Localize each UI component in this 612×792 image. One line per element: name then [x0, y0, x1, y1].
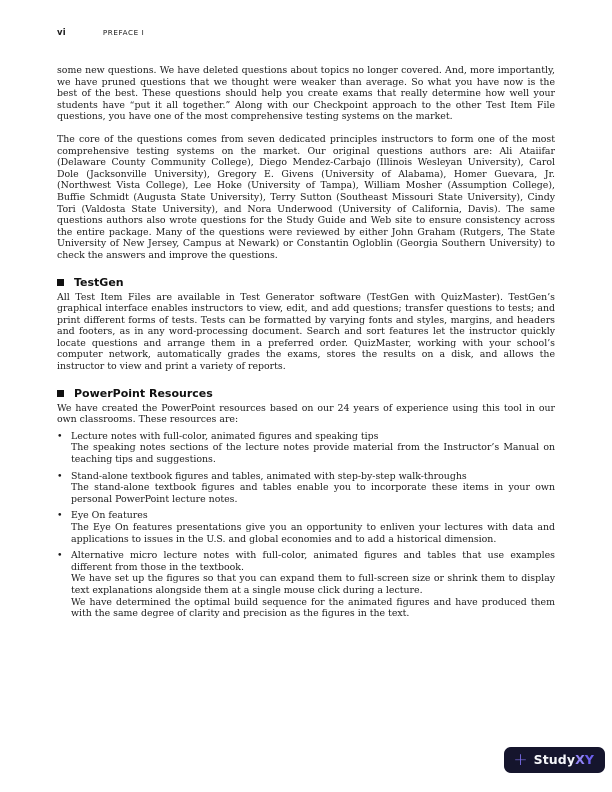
list-item-detail: The speaking notes sections of the lecture notes provide material from the Instructor’s Manual on teaching tips and suggestions. — [71, 442, 555, 466]
powerpoint-intro-paragraph: We have created the PowerPoint resources based on our 24 years of experience using this tool in our own classrooms. These resources are: — [57, 402, 555, 426]
square-bullet-icon — [57, 390, 64, 397]
bullet-icon — [57, 431, 71, 466]
section-heading-powerpoint — [57, 387, 555, 400]
square-bullet-icon — [57, 279, 64, 286]
list-item-detail: The Eye On features presentations give you an opportunity to enliven your lectures with data and applications to issues in the U.S. and global economies and to add a historical dimension. — [71, 522, 555, 545]
brand-y-text: Y — [584, 752, 594, 767]
list-item — [57, 471, 555, 506]
bullet-icon — [57, 550, 71, 620]
brand-study-text: Study — [533, 752, 576, 767]
list-item — [57, 431, 555, 466]
page-number: vi — [57, 28, 66, 38]
list-item-detail: We have set up the figures so that you can expand them to full-screen size or shrink them to display text explanations alongside them at a single mouse click during a lecture. — [71, 573, 555, 596]
list-item-detail: We have determined the optimal build sequence for the animated figures and have produced them with the same degree of clarity and precision as the figures in the text. — [71, 596, 555, 620]
studyxy-logo-badge — [504, 747, 605, 773]
paragraph-questions-continuation: some new questions. We have deleted questions about topics no longer covered. And, more importantly, we have pruned questions that we thought were weaker than average. So what you have now is the best of the best. These questions should help you create exams that really determine how well your students have “put it all together.” Along with our Checkpoint approach to the other Test Item File questions, you have one of the most comprehensive testing systems on the market. — [57, 65, 555, 123]
testgen-paragraph: All Test Item Files are available in Test Generator software (TestGen with QuizMaster). TestGen’s graphical interface enables instructors to view, edit, and add questions; transfer questions to tests; and print different forms of tests. Tests can be formatted by varying fonts and styles, margins, and headers and footers, as in any word-processing document. Search and sort features let the instructor quickly locate questions and arrange them in a preferred order. QuizMaster, working with your school’s computer network, automatically grades the exams, stores the results on a disk, and allows the instructor to view and print a variety of reports. — [57, 291, 555, 373]
bullet-icon — [57, 471, 71, 506]
plus-icon: + — [513, 749, 528, 770]
list-item-lead: Stand-alone textbook figures and tables, animated with step-by-step walk-throughs — [71, 470, 467, 482]
section-heading-testgen — [57, 276, 555, 289]
list-item — [57, 510, 555, 545]
paragraph-question-authors: The core of the questions comes from seven dedicated principles instructors to form one of the most comprehensive testing systems on the market. Our original questions authors are: Ali Ataiifar (Delaware County Community College), Diego Mendez-Carbajo (Illinois Wesleyan University), Carol Dole (Jacksonville University), Gregory E. Givens (University of Alabama), Homer Guevara, Jr. (Northwest Vista College), Lee Hoke (University of Tampa), William Mosher (Assumption College), Buffie Schmidt (Augusta State University), Terry Sutton (Southeast Missouri State University), Cindy Tori (Valdosta State University), and Nora Underwood (University of California, Davis). The same questions authors also wrote questions for the Study Guide and Web site to ensure consistency across the entire package. Many of the questions were reviewed by either John Graham (Rutgers, The State University of New Jersey, Campus at Newark) or Constantin Ogloblin (Georgia Southern University) to check the answers and improve the questions. — [57, 133, 555, 261]
brand-x-text: X — [575, 752, 585, 767]
studyxy-wordmark — [534, 752, 594, 767]
running-title: PREFACE I — [102, 28, 145, 37]
list-item-content — [71, 431, 555, 466]
page-body — [57, 65, 555, 620]
list-item-detail: The stand-alone textbook figures and tables enable you to incorporate these items in your own personal PowerPoint lecture notes. — [71, 482, 555, 505]
list-item-content — [71, 510, 555, 545]
list-item-content — [71, 550, 555, 620]
list-item-lead: Eye On features — [71, 510, 148, 522]
list-item-lead: Alternative micro lecture notes with full-color, animated figures and tables that use examples different from those in the textbook. — [71, 550, 555, 573]
section-heading-label: PowerPoint Resources — [74, 386, 213, 400]
bullet-icon — [57, 510, 71, 545]
list-item — [57, 550, 555, 620]
section-heading-label: TestGen — [74, 275, 124, 289]
page-header — [57, 28, 555, 38]
powerpoint-resource-list — [57, 431, 555, 620]
list-item-lead: Lecture notes with full-color, animated figures and speaking tips — [71, 430, 379, 442]
list-item-content — [71, 471, 555, 506]
